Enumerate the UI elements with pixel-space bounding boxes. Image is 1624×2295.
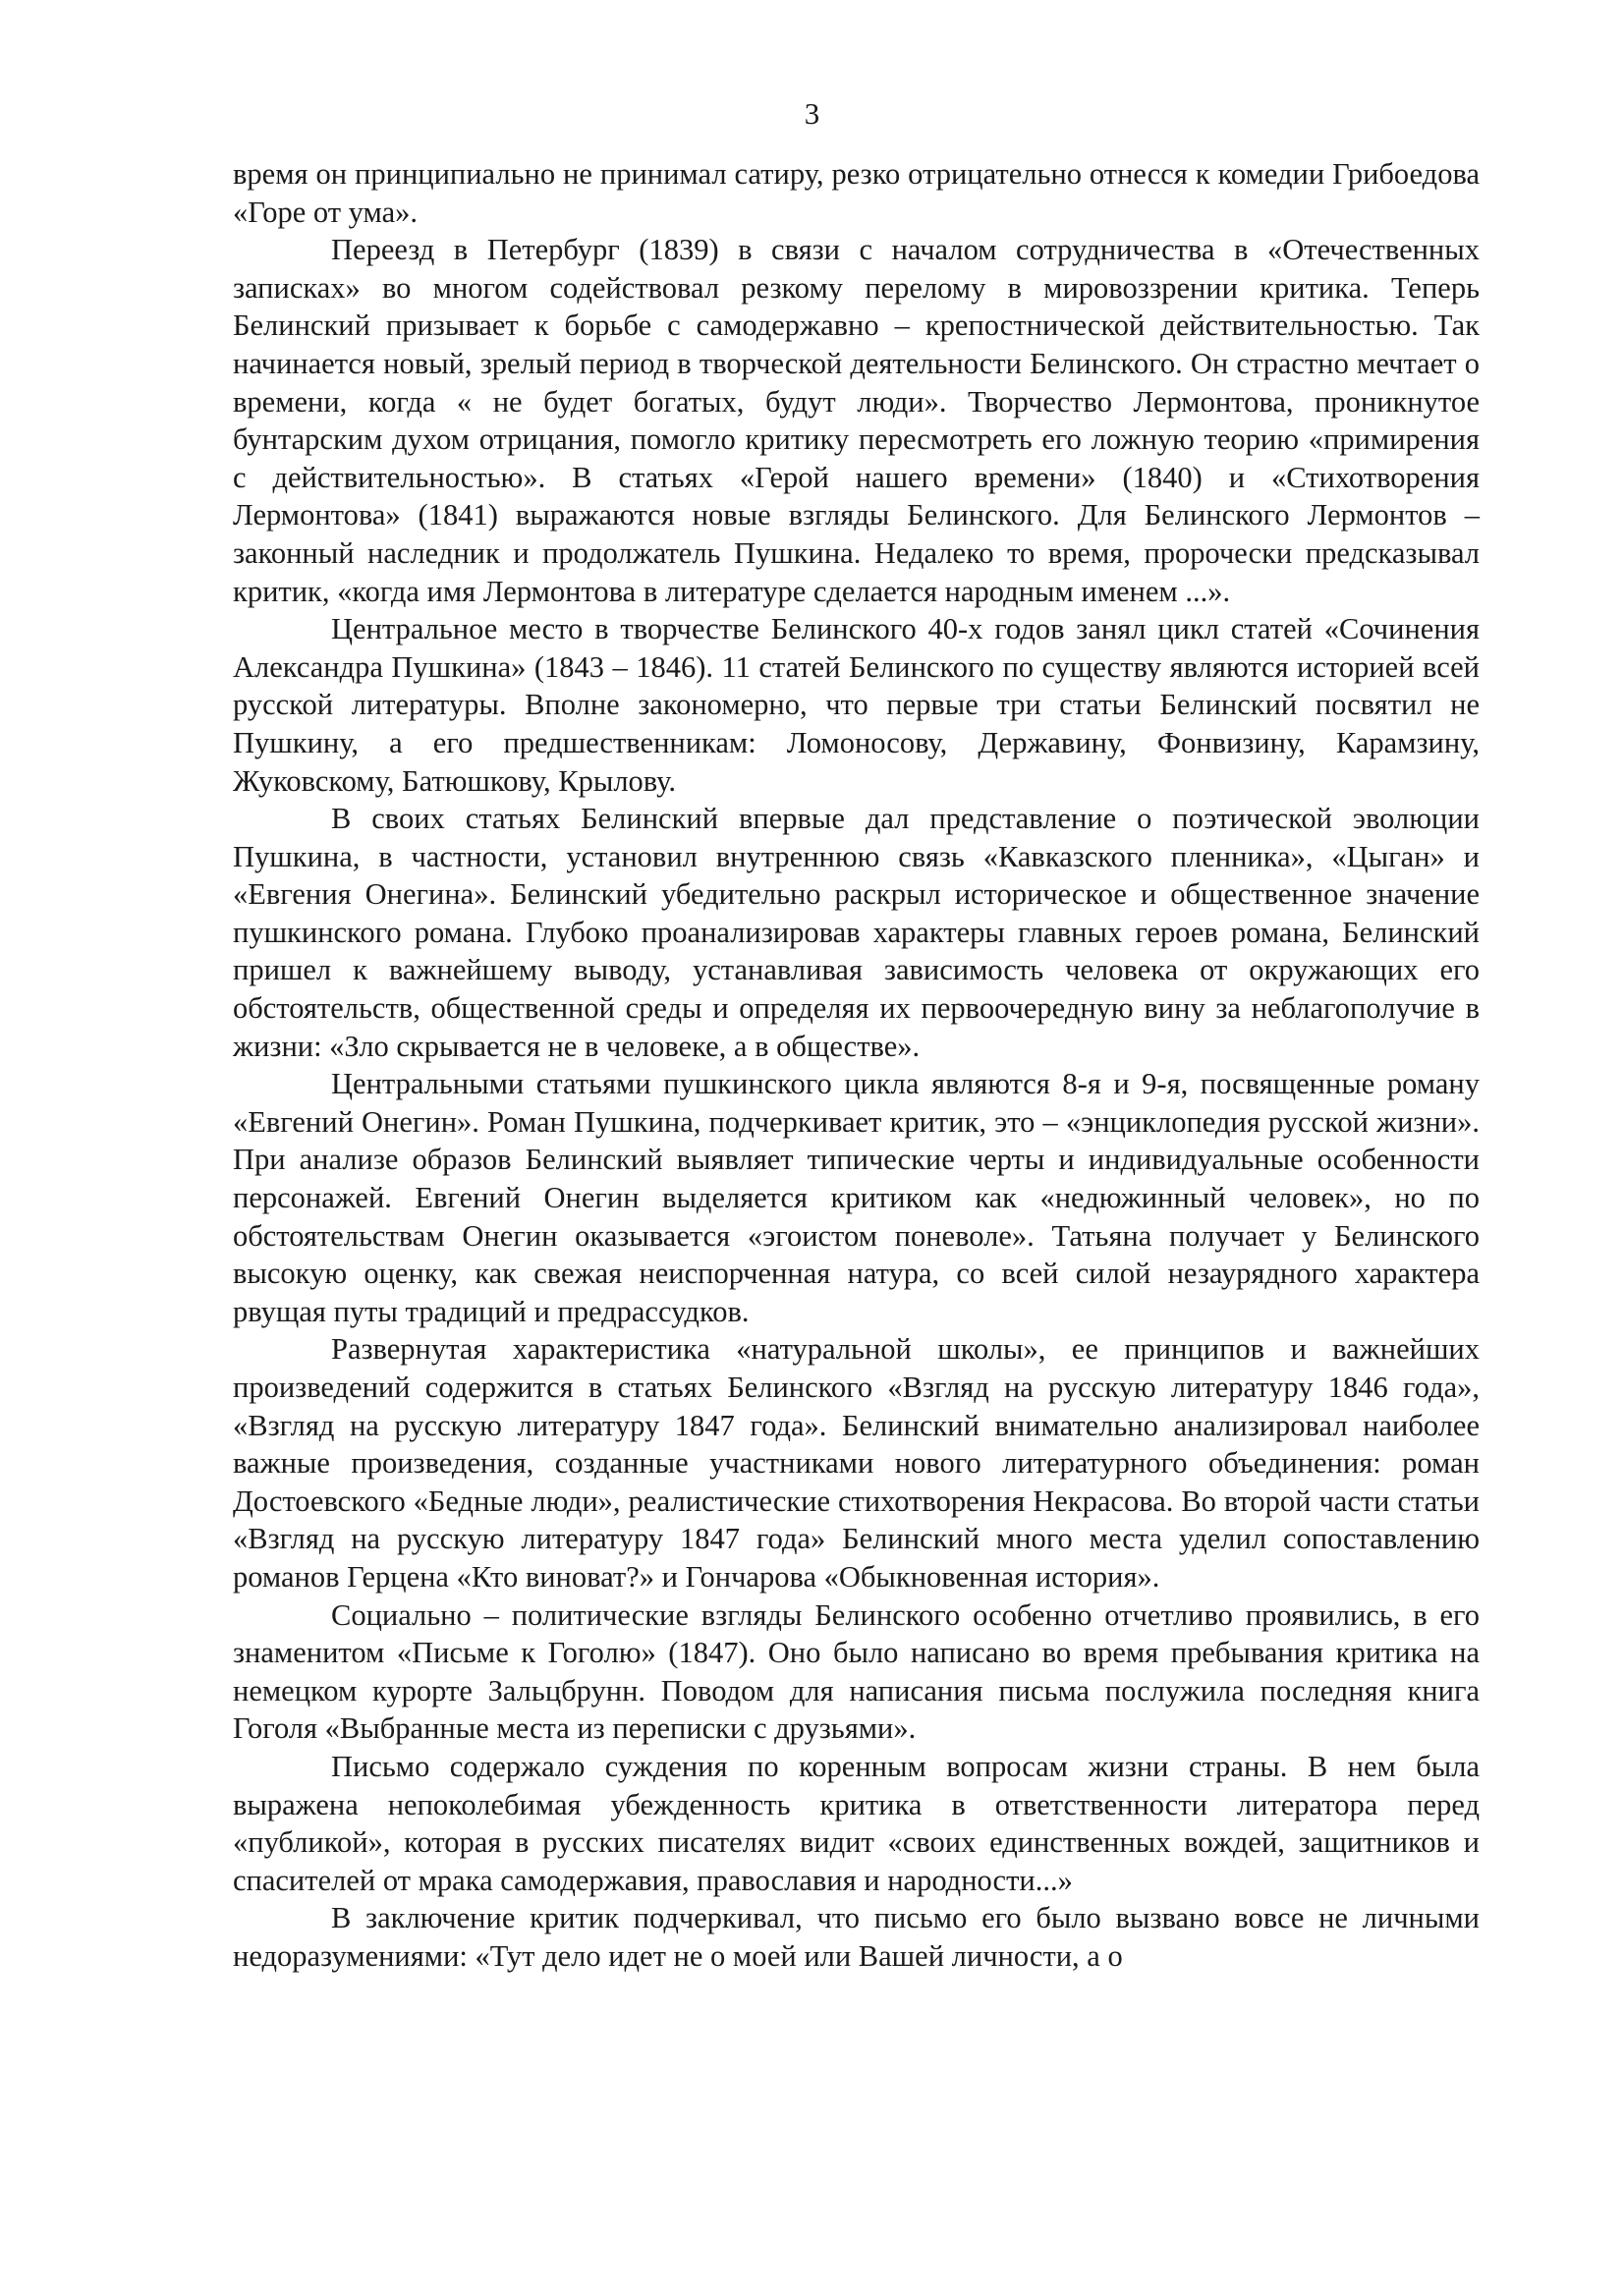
- body-text: [233, 155, 1480, 1976]
- paragraph: Центральными статьями пушкинского цикла являются 8-я и 9-я, посвященные роману «Евгений Онегин». Роман Пушкина, подчеркивает критик, это – «энциклопедия русской жизни». При анализе образов Белинский выявляет типические черты и индивидуальные особенности персонажей. Евгений Онегин выделяется критиком как «недюжинный человек», но по обстоятельствам Онегин оказывается «эгоистом поневоле». Татьяна получает у Белинского высокую оценку, как свежая неиспорченная натура, со всей силой незаурядного характера рвущая путы традиций и предрассудков.: [233, 1067, 1480, 1328]
- paragraph: Социально – политические взгляды Белинского особенно отчетливо проявились, в его знаменитом «Письме к Гоголю» (1847). Оно было написано во время пребывания критика на немецком курорте Зальцбрунн. Поводом для написания письма послужила последняя книга Гоголя «Выбранные места из переписки с друзьями».: [233, 1597, 1480, 1746]
- paragraph: Развернутая характеристика «натуральной школы», ее принципов и важнейших произведений содержится в статьях Белинского «Взгляд на русскую литературу 1846 года», «Взгляд на русскую литературу 1847 года». Белинский внимательно анализировал наиболее важные произведения, созданные участниками нового литературного объединения: роман Достоевского «Бедные люди», реалистические стихотворения Некрасова. Во второй части статьи «Взгляд на русскую литературу 1847 года» Белинский много места уделил сопоставлению романов Герцена «Кто виноват?» и Гончарова «Обыкновенная история».: [233, 1332, 1480, 1594]
- paragraph: Письмо содержало суждения по коренным вопросам жизни страны. В нем была выражена непоколебимая убежденность критика в ответственности литератора перед «публикой», которая в русских писателях видит «своих единственных вождей, защитников и спасителей от мрака самодержавия, православия и народности...»: [233, 1749, 1480, 1897]
- paragraph: В своих статьях Белинский впервые дал представление о поэтической эволюции Пушкина, в частности, установил внутреннюю связь «Кавказского пленника», «Цыган» и «Евгения Онегина». Белинский убедительно раскрыл историческое и общественное значение пушкинского романа. Глубоко проанализировав характеры главных героев романа, Белинский пришел к важнейшему выводу, устанавливая зависимость человека от окружающих его обстоятельств, общественной среды и определяя их первоочередную вину за неблагополучие в жизни: «Зло скрывается не в человеке, а в обществе».: [233, 802, 1480, 1063]
- page-number: 3: [804, 96, 820, 131]
- paragraph: Центральное место в творчестве Белинского 40-х годов занял цикл статей «Сочинения Александра Пушкина» (1843 – 1846). 11 статей Белинского по существу являются историей всей русской литературы. Вполне закономерно, что первые три статьи Белинский посвятил не Пушкину, а его предшественникам: Ломоносову, Державину, Фонвизину, Карамзину, Жуковскому, Батюшкову, Крылову.: [233, 612, 1480, 798]
- paragraph-continuation: время он принципиально не принимал сатиру, резко отрицательно отнесся к комедии Грибоедова «Горе от ума».: [233, 157, 1480, 229]
- paragraph-last: В заключение критик подчеркивал, что письмо его было вызвано вовсе не личными недоразумениями: «Тут дело идет не о моей или Вашей личности, а о: [233, 1901, 1480, 1973]
- paragraph: Переезд в Петербург (1839) в связи с началом сотрудничества в «Отечественных записках» во многом содействовал резкому перелому в мировоззрении критика. Теперь Белинский призывает к борьбе с самодержавно – крепостнической действительностью. Так начинается новый, зрелый период в творческой деятельности Белинского. Он страстно мечтает о времени, когда « не будет богатых, будут люди». Творчество Лермонтова, проникнутое бунтарским духом отрицания, помогло критику пересмотреть его ложную теорию «примирения с действительностью». В статьях «Герой нашего времени» (1840) и «Стихотворения Лермонтова» (1841) выражаются новые взгляды Белинского. Для Белинского Лермонтов – законный наследник и продолжатель Пушкина. Недалеко то время, пророчески предсказывал критик, «когда имя Лермонтова в литературе сделается народным именем ...».: [233, 233, 1480, 608]
